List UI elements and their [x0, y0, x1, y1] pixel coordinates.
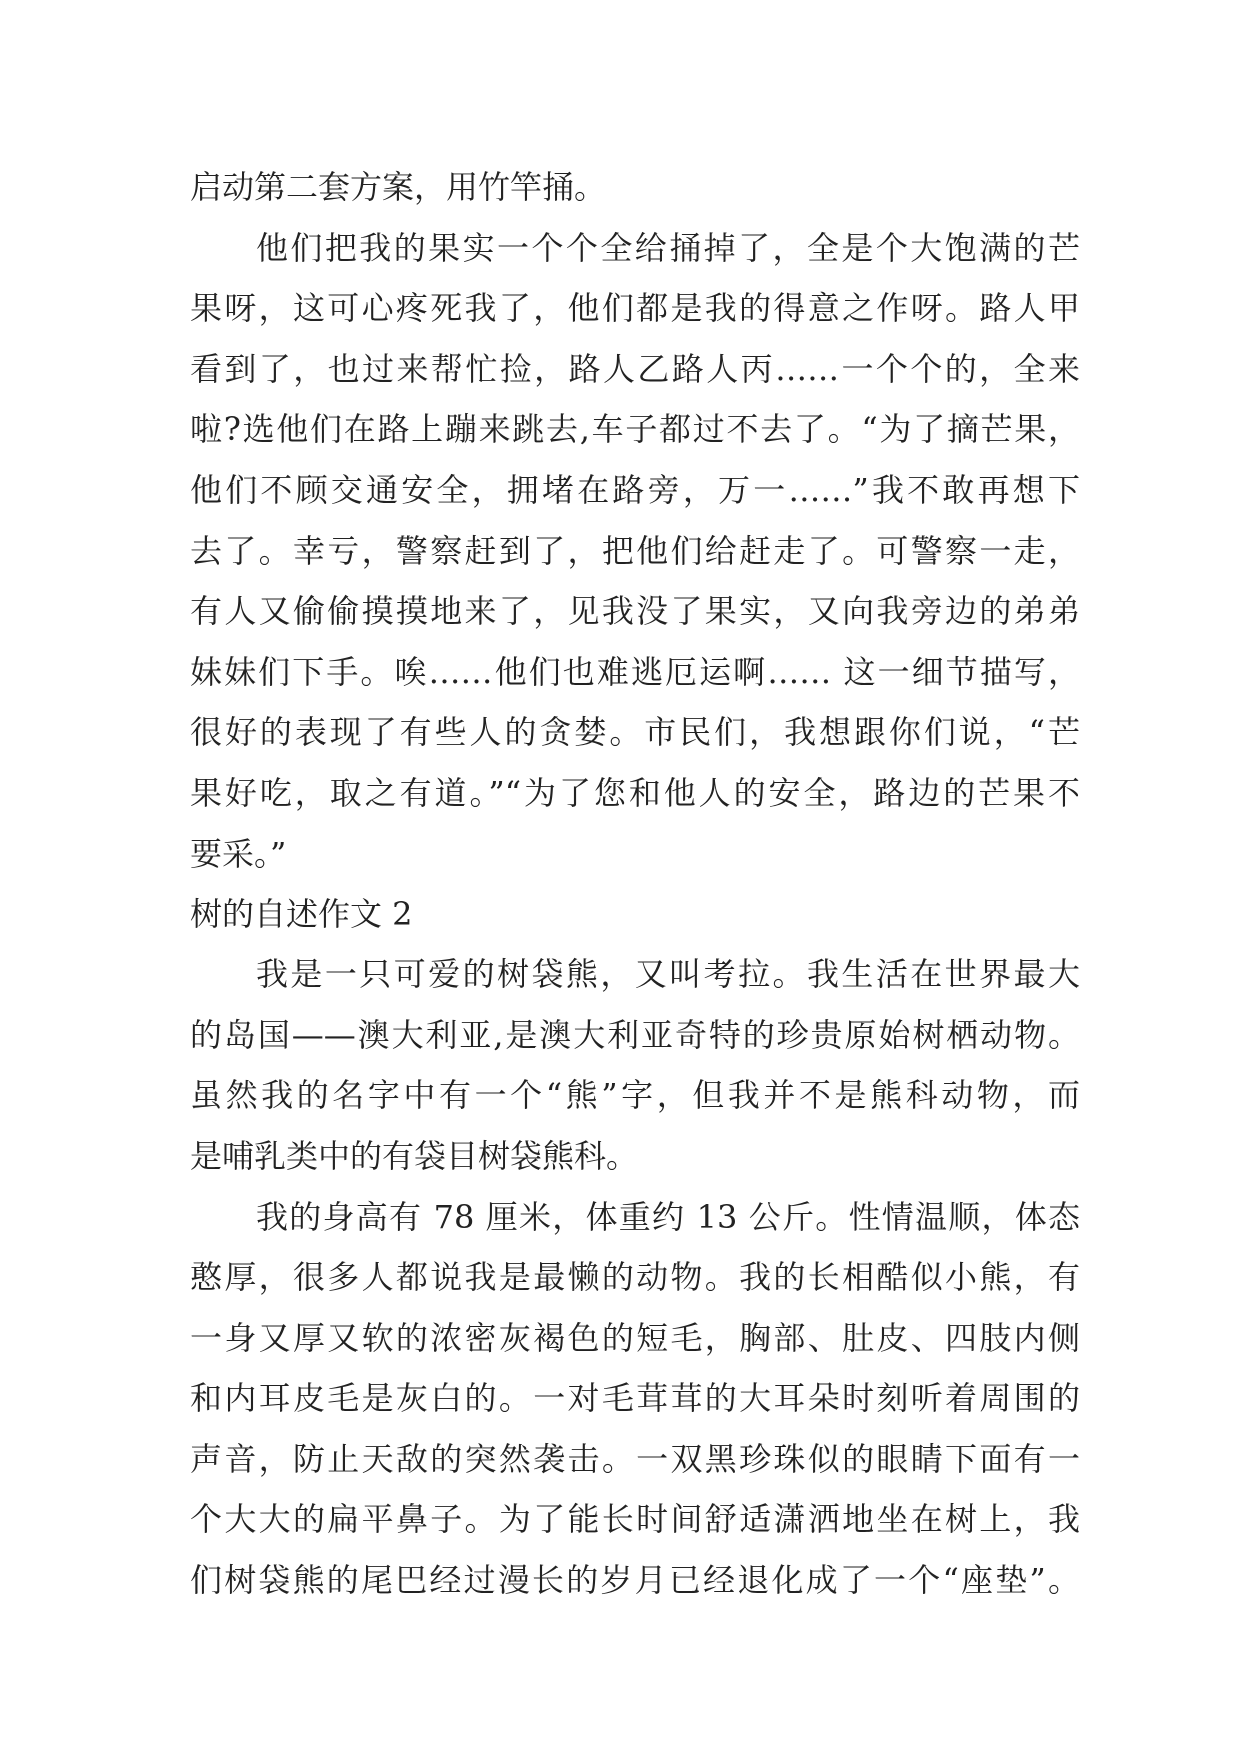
text-line-6: 他们不顾交通安全，拥堵在路旁，万一……”我不敢再想下	[190, 470, 1080, 509]
text-line-1: 启动第二套方案，用竹竿捅。	[190, 168, 607, 206]
text-line-12: 要采。”	[190, 834, 287, 873]
text-line-22: 声音，防止天敌的突然袭击。一双黑珍珠似的眼睛下面有一	[190, 1439, 1080, 1478]
text-line-19: 憨厚，很多人都说我是最懒的动物。我的长相酷似小熊，有	[190, 1258, 1080, 1297]
essay-text	[190, 157, 1080, 1611]
text-line-24: 们树袋熊的尾巴经过漫长的岁月已经退化成了一个“座垫”。	[190, 1561, 1080, 1600]
text-line-18: 我的身高有 78 厘米，体重约 13 公斤。性情温顺，体态	[256, 1197, 1080, 1236]
text-line-23: 个大大的扁平鼻子。为了能长时间舒适潇洒地坐在树上，我	[190, 1500, 1080, 1539]
text-line-4: 看到了，也过来帮忙捡，路人乙路人丙……一个个的，全来	[190, 349, 1080, 388]
text-line-20: 一身又厚又软的浓密灰褐色的短毛，胸部、肚皮、四肢内侧	[190, 1318, 1080, 1357]
text-line-2: 他们把我的果实一个个全给捅掉了，全是个大饱满的芒	[256, 228, 1080, 267]
text-line-15: 的岛国——澳大利亚,是澳大利亚奇特的珍贵原始树栖动物。	[190, 1015, 1080, 1054]
text-line-21: 和内耳皮毛是灰白的。一对毛茸茸的大耳朵时刻听着周围的	[190, 1379, 1080, 1418]
text-line-11: 果好吃，取之有道。”“为了您和他人的安全，路边的芒果不	[190, 773, 1080, 812]
text-line-8: 有人又偷偷摸摸地来了，见我没了果实，又向我旁边的弟弟	[190, 592, 1080, 631]
text-line-9: 妹妹们下手。唉……他们也难逃厄运啊…… 这一细节描写，	[190, 652, 1080, 691]
text-line-10: 很好的表现了有些人的贪婪。市民们，我想跟你们说，“芒	[190, 713, 1080, 752]
text-line-16: 虽然我的名字中有一个“熊”字，但我并不是熊科动物，而	[190, 1076, 1080, 1115]
text-line-3: 果呀，这可心疼死我了，他们都是我的得意之作呀。路人甲	[190, 289, 1080, 328]
text-line-17: 是哺乳类中的有袋目树袋熊科。	[190, 1136, 639, 1175]
text-line-14: 我是一只可爱的树袋熊，又叫考拉。我生活在世界最大	[256, 955, 1080, 994]
text-line-7: 去了。幸亏，警察赶到了，把他们给赶走了。可警察一走，	[190, 531, 1080, 570]
text-line-5: 啦?选他们在路上蹦来跳去,车子都过不去了。“为了摘芒果，	[190, 410, 1080, 449]
section-heading: 树的自述作文 2	[190, 895, 413, 934]
